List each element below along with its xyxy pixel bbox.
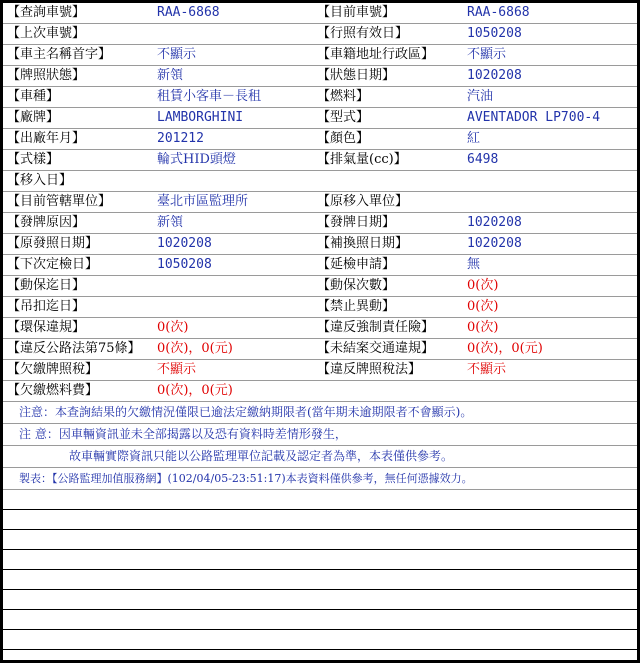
record-row xyxy=(3,276,637,297)
field-label: 【目前車號】 xyxy=(313,3,463,24)
field-value: 0(次)，0(元) xyxy=(153,381,313,402)
field-label: 【補換照日期】 xyxy=(313,234,463,255)
field-value: 0(次) xyxy=(153,318,313,339)
field-label: 【查詢車號】 xyxy=(3,3,153,24)
field-value: 0(次) xyxy=(463,318,637,339)
blank-line xyxy=(3,530,637,550)
record-row xyxy=(3,360,637,381)
field-value: 1050208 xyxy=(153,255,313,276)
field-label: 【欠繳燃料費】 xyxy=(3,381,153,402)
field-label: 【狀態日期】 xyxy=(313,66,463,87)
field-value: 汽油 xyxy=(463,87,637,108)
field-label: 【原發照日期】 xyxy=(3,234,153,255)
field-value xyxy=(463,381,637,402)
field-label: 【式樣】 xyxy=(3,150,153,171)
blank-line xyxy=(3,570,637,590)
field-label xyxy=(313,381,463,402)
made-by-timestamp: (102/04/05-23:51:17) xyxy=(167,472,286,485)
field-label: 【違反公路法第75條】 xyxy=(3,339,153,360)
record-row xyxy=(3,255,637,276)
field-label: 【未結案交通違規】 xyxy=(313,339,463,360)
record-row xyxy=(3,339,637,360)
field-value: 不顯示 xyxy=(153,360,313,381)
field-label: 【上次車號】 xyxy=(3,24,153,45)
field-label: 【延檢申請】 xyxy=(313,255,463,276)
blank-line xyxy=(3,610,637,630)
record-row xyxy=(3,66,637,87)
record-row xyxy=(3,381,637,402)
record-row xyxy=(3,192,637,213)
blank-line xyxy=(3,550,637,570)
made-by-prefix: 製表： xyxy=(19,472,52,485)
record-row xyxy=(3,24,637,45)
field-label: 【發牌原因】 xyxy=(3,213,153,234)
field-value: 新領 xyxy=(153,213,313,234)
field-value: 新領 xyxy=(153,66,313,87)
field-label: 【環保違規】 xyxy=(3,318,153,339)
blank-line xyxy=(3,490,637,510)
field-value: 不顯示 xyxy=(463,45,637,66)
record-row xyxy=(3,213,637,234)
field-value: 1050208 xyxy=(463,24,637,45)
field-label: 【目前管轄單位】 xyxy=(3,192,153,213)
vehicle-record-table xyxy=(3,3,637,402)
field-label: 【吊扣迄日】 xyxy=(3,297,153,318)
field-value: 1020208 xyxy=(153,234,313,255)
field-value: LAMBORGHINI xyxy=(153,108,313,129)
record-row xyxy=(3,3,637,24)
field-value: RAA-6868 xyxy=(463,3,637,24)
field-label: 【廠牌】 xyxy=(3,108,153,129)
record-body xyxy=(3,3,637,402)
field-value: 紅 xyxy=(463,129,637,150)
field-value xyxy=(153,24,313,45)
notes-section xyxy=(3,402,637,490)
field-value: 0(次)，0(元) xyxy=(463,339,637,360)
field-value: 0(次)，0(元) xyxy=(153,339,313,360)
record-row xyxy=(3,234,637,255)
field-label: 【行照有效日】 xyxy=(313,24,463,45)
field-label: 【移入日】 xyxy=(3,171,153,192)
note-overdue: 注意：本查詢結果的欠繳情況僅限已逾法定繳納期限者(當年期未逾期限者不會顯示)。 xyxy=(3,402,637,424)
record-row xyxy=(3,171,637,192)
field-value: 1020208 xyxy=(463,66,637,87)
field-value: 無 xyxy=(463,255,637,276)
record-row xyxy=(3,108,637,129)
record-row xyxy=(3,45,637,66)
field-label xyxy=(313,171,463,192)
field-value xyxy=(153,171,313,192)
field-label: 【燃料】 xyxy=(313,87,463,108)
made-by-disclaimer: 本表資料僅供參考，無任何憑據效力。 xyxy=(285,472,473,485)
field-value: 0(次) xyxy=(463,276,637,297)
field-label: 【出廠年月】 xyxy=(3,129,153,150)
field-value: 0(次) xyxy=(463,297,637,318)
field-label: 【車主名稱首字】 xyxy=(3,45,153,66)
field-label: 【牌照狀態】 xyxy=(3,66,153,87)
note-reference: 故車輛實際資訊只能以公路監理單位記載及認定者為準，本表僅供參考。 xyxy=(3,446,637,468)
blank-line xyxy=(3,630,637,650)
field-value: 不顯示 xyxy=(463,360,637,381)
field-label: 【顏色】 xyxy=(313,129,463,150)
field-value: AVENTADOR LP700-4 xyxy=(463,108,637,129)
field-value: 1020208 xyxy=(463,213,637,234)
field-label: 【原移入單位】 xyxy=(313,192,463,213)
record-row xyxy=(3,150,637,171)
field-label: 【型式】 xyxy=(313,108,463,129)
note-disclosure: 注 意：因車輛資訊並未全部揭露以及恐有資料時差情形發生， xyxy=(3,424,637,446)
field-value xyxy=(463,192,637,213)
field-label: 【違反牌照稅法】 xyxy=(313,360,463,381)
field-value xyxy=(153,297,313,318)
record-row xyxy=(3,87,637,108)
field-label: 【車種】 xyxy=(3,87,153,108)
field-value: 201212 xyxy=(153,129,313,150)
made-by-source-link[interactable]: 【公路監理加值服務網】 xyxy=(52,472,168,485)
field-value xyxy=(463,171,637,192)
record-row xyxy=(3,129,637,150)
field-label: 【車籍地址行政區】 xyxy=(313,45,463,66)
field-label: 【發牌日期】 xyxy=(313,213,463,234)
field-value: RAA-6868 xyxy=(153,3,313,24)
field-value: 不顯示 xyxy=(153,45,313,66)
record-row xyxy=(3,297,637,318)
field-label: 【排氣量(cc)】 xyxy=(313,150,463,171)
field-value: 輪式HID頭燈 xyxy=(153,150,313,171)
blank-line xyxy=(3,590,637,610)
blank-line xyxy=(3,510,637,530)
field-value: 1020208 xyxy=(463,234,637,255)
note-made-by xyxy=(3,468,637,490)
field-label: 【禁止異動】 xyxy=(313,297,463,318)
field-value: 6498 xyxy=(463,150,637,171)
field-value: 臺北市區監理所 xyxy=(153,192,313,213)
field-value xyxy=(153,276,313,297)
field-label: 【違反強制責任險】 xyxy=(313,318,463,339)
field-label: 【下次定檢日】 xyxy=(3,255,153,276)
field-label: 【欠繳牌照稅】 xyxy=(3,360,153,381)
blank-lines xyxy=(3,490,637,650)
field-value: 租賃小客車－長租 xyxy=(153,87,313,108)
record-row xyxy=(3,318,637,339)
field-label: 【動保次數】 xyxy=(313,276,463,297)
field-label: 【動保迄日】 xyxy=(3,276,153,297)
